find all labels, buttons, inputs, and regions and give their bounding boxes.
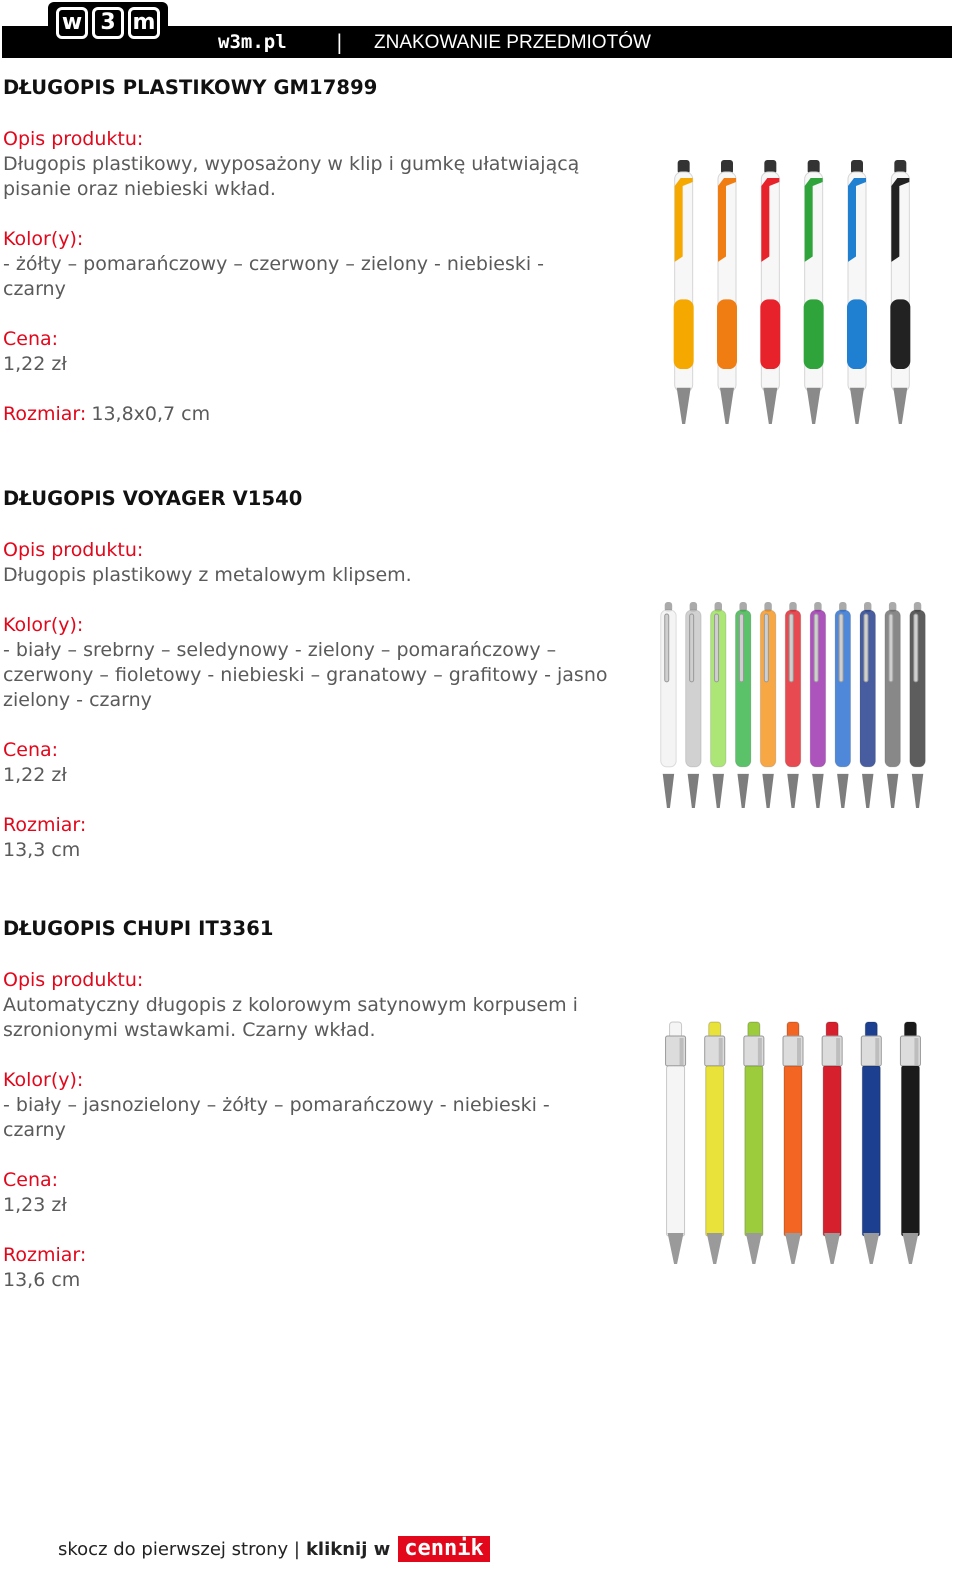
size-label: Rozmiar: — [3, 403, 87, 425]
description-text: Długopis plastikowy z metalowym klipsem. — [3, 564, 412, 586]
colors-text: - żółty – pomarańczowy – czerwony – zielony - niebieski - czarny — [3, 253, 545, 300]
site-name[interactable]: w3m.pl — [218, 31, 287, 53]
pen-4 — [735, 602, 750, 808]
price-label: Cena: — [3, 1169, 59, 1191]
footer-click-text[interactable]: kliknij w — [305, 1538, 391, 1560]
pen-5 — [822, 1022, 842, 1264]
product-colors — [3, 227, 643, 302]
product-v1540 — [3, 487, 643, 888]
pen-3 — [711, 602, 726, 808]
pen-9 — [860, 602, 875, 808]
pen-4 — [783, 1022, 803, 1264]
pen-8 — [835, 602, 850, 808]
logo-letter: 3 — [92, 7, 124, 39]
colors-text: - biały – srebrny – seledynowy - zielony – pomarańczowy – czerwony – fioletowy - niebieski – granatowy – grafitowy - jasno zielony - czarny — [3, 639, 608, 711]
product-description — [3, 968, 643, 1043]
pen-1 — [666, 1022, 686, 1264]
product-size — [3, 402, 643, 427]
logo-letter: w — [56, 7, 88, 39]
colors-text: - biały – jasnozielony – żółty – pomarańczowy - niebieski - czarny — [3, 1094, 550, 1141]
header — [0, 0, 960, 62]
description-label: Opis produktu: — [3, 128, 144, 150]
pen-4 — [804, 160, 824, 424]
w3m-logo[interactable] — [48, 2, 168, 44]
product-gm17899 — [3, 76, 643, 452]
pen-11 — [910, 602, 925, 808]
product-size — [3, 813, 643, 863]
size-label: Rozmiar: — [3, 1244, 87, 1266]
logo-letter: m — [128, 7, 160, 39]
footer-jump-link[interactable]: skocz do pierwszej strony | — [58, 1538, 300, 1560]
product-price — [3, 327, 643, 377]
pen-5 — [847, 160, 867, 424]
product-colors — [3, 613, 643, 713]
pen-10 — [885, 602, 900, 808]
colors-label: Kolor(y): — [3, 1069, 84, 1091]
pen-2 — [686, 602, 701, 808]
product-price — [3, 738, 643, 788]
product-title: DŁUGOPIS VOYAGER V1540 — [3, 487, 303, 510]
pen-image-it3361 — [656, 1018, 930, 1268]
pen-3 — [760, 160, 780, 424]
price-list-button[interactable]: cennik — [398, 1536, 489, 1562]
pen-7 — [810, 602, 825, 808]
pen-2 — [717, 160, 737, 424]
price-label: Cena: — [3, 328, 59, 350]
product-it3361 — [3, 917, 643, 1318]
product-description — [3, 127, 643, 202]
size-value: 13,6 cm — [3, 1269, 81, 1291]
pen-image-v1540 — [656, 600, 930, 812]
price-value: 1,22 zł — [3, 353, 67, 375]
pen-1 — [674, 160, 694, 424]
size-value: 13,3 cm — [3, 839, 81, 861]
description-label: Opis produktu: — [3, 539, 144, 561]
footer-nav — [58, 1536, 490, 1562]
pen-5 — [760, 602, 775, 808]
header-separator: | — [336, 30, 343, 54]
price-value: 1,23 zł — [3, 1194, 67, 1216]
pen-7 — [900, 1022, 920, 1264]
colors-label: Kolor(y): — [3, 614, 84, 636]
price-label: Cena: — [3, 739, 59, 761]
description-text: Długopis plastikowy, wyposażony w klip i gumkę ułatwiającą pisanie oraz niebieski wkład. — [3, 153, 580, 200]
pen-1 — [661, 602, 676, 808]
product-title: DŁUGOPIS CHUPI IT3361 — [3, 917, 274, 940]
size-label: Rozmiar: — [3, 814, 87, 836]
size-value: 13,8x0,7 cm — [91, 403, 211, 425]
product-colors — [3, 1068, 643, 1143]
description-text: Automatyczny długopis z kolorowym satynowym korpusem i szronionymi wstawkami. Czarny wkład. — [3, 994, 578, 1041]
pen-2 — [705, 1022, 725, 1264]
description-label: Opis produktu: — [3, 969, 144, 991]
colors-label: Kolor(y): — [3, 228, 84, 250]
product-price — [3, 1168, 643, 1218]
product-description — [3, 538, 643, 588]
product-title: DŁUGOPIS PLASTIKOWY GM17899 — [3, 76, 378, 99]
pen-3 — [744, 1022, 764, 1264]
product-size — [3, 1243, 643, 1293]
pen-6 — [861, 1022, 881, 1264]
pen-6 — [785, 602, 800, 808]
pen-image-gm17899 — [662, 160, 922, 428]
price-value: 1,22 zł — [3, 764, 67, 786]
pen-6 — [890, 160, 910, 424]
header-tagline: ZNAKOWANIE PRZEDMIOTÓW — [374, 32, 651, 53]
